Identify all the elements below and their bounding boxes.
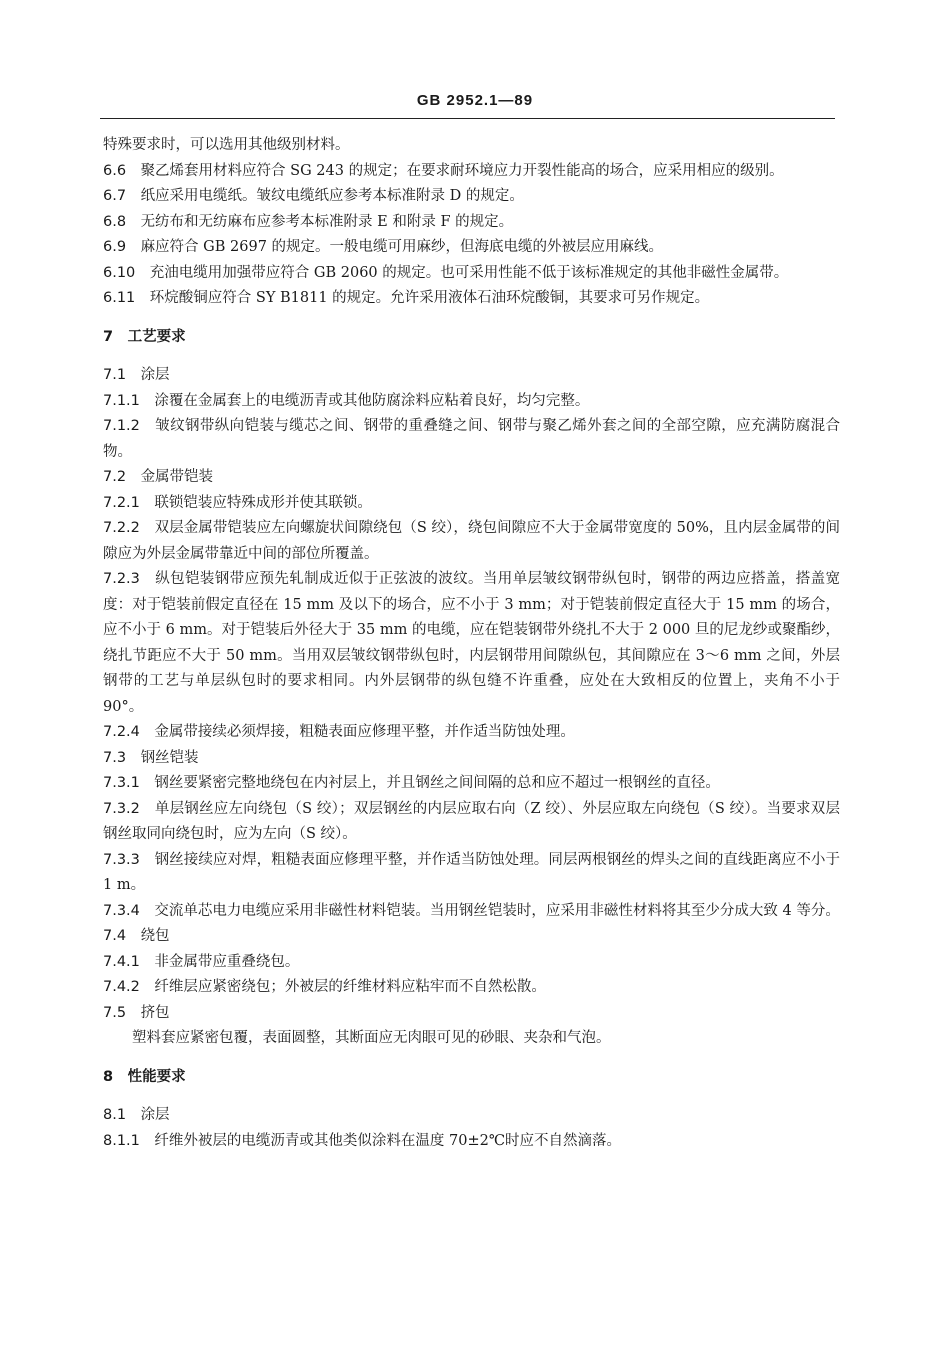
paragraph bbox=[103, 1129, 840, 1155]
section-title: 工艺要求 bbox=[127, 328, 186, 345]
clause-text: 纤维层应紧密绕包；外被层的纤维材料应粘牢而不自然松散。 bbox=[154, 979, 546, 995]
clause-number: 7.5 bbox=[103, 1004, 127, 1021]
paragraph bbox=[103, 516, 840, 567]
clause-text: 双层金属带铠装应左向螺旋状间隙绕包（S 绞），绕包间隙应不大于金属带宽度的 50%，且内层金属带的间隙应为外层金属带靠近中间的部位所覆盖。 bbox=[103, 520, 840, 562]
clause-text: 纤维外被层的电缆沥青或其他类似涂料在温度 70±2℃时应不自然滴落。 bbox=[154, 1132, 622, 1149]
section-title: 性能要求 bbox=[127, 1068, 186, 1085]
paragraph bbox=[103, 465, 840, 491]
paragraph bbox=[103, 771, 840, 797]
clause-text: 涂覆在金属套上的电缆沥青或其他防腐涂料应粘着良好，均匀完整。 bbox=[154, 392, 590, 409]
clause-text: 挤包 bbox=[140, 1004, 170, 1021]
clause-text: 无纺布和无纺麻布应参考本标准附录 E 和附录 F 的规定。 bbox=[140, 213, 514, 230]
clause-number: 7.3.3 bbox=[103, 851, 140, 868]
clause-text: 非金属带应重叠绕包。 bbox=[154, 953, 300, 970]
paragraph bbox=[103, 1103, 840, 1129]
paragraph bbox=[103, 363, 840, 389]
clause-text: 环烷酸铜应符合 SY B1811 的规定。允许采用液体石油环烷酸铜，其要求可另作规定。 bbox=[149, 290, 710, 306]
paragraph bbox=[103, 491, 840, 517]
clause-number: 7.2.1 bbox=[103, 494, 140, 511]
paragraph bbox=[103, 389, 840, 415]
clause-text: 钢丝铠装 bbox=[140, 749, 199, 766]
paragraph bbox=[103, 210, 840, 236]
clause-number: 7.4 bbox=[103, 928, 127, 944]
clause-number: 7.4.1 bbox=[103, 953, 140, 970]
paragraph bbox=[103, 414, 840, 465]
clause-text: 特殊要求时，可以选用其他级别材料。 bbox=[103, 137, 350, 153]
paragraph bbox=[103, 133, 840, 159]
clause-number: 8.1 bbox=[103, 1107, 127, 1123]
section-heading bbox=[103, 325, 840, 351]
section-number: 7 bbox=[103, 328, 114, 345]
paragraph bbox=[103, 720, 840, 746]
clause-text: 钢丝要紧密完整地绕包在内衬层上，并且钢丝之间间隔的总和应不超过一根钢丝的直径。 bbox=[154, 775, 720, 791]
page-header: GB 2952.1—89 bbox=[416, 92, 534, 109]
paragraph bbox=[103, 924, 840, 950]
clause-number: 8.1.1 bbox=[103, 1132, 140, 1149]
paragraph bbox=[103, 950, 840, 976]
clause-number: 6.7 bbox=[103, 188, 127, 204]
clause-number: 7.3.4 bbox=[103, 902, 140, 919]
clause-text: 单层钢丝应左向绕包（S 绞）；双层钢丝的内层应取右向（Z 绞）、外层应取左向绕包（S 绞）。当要求双层钢丝取同向绕包时，应为左向（S 绞）。 bbox=[103, 800, 841, 842]
paragraph bbox=[103, 567, 840, 720]
clause-number: 7.4.2 bbox=[103, 979, 140, 995]
clause-number: 7.1.2 bbox=[103, 418, 140, 434]
paragraph bbox=[103, 899, 840, 925]
clause-number: 7.1.1 bbox=[103, 392, 140, 409]
paragraph bbox=[103, 797, 840, 848]
paragraph bbox=[103, 159, 840, 185]
clause-text: 交流单芯电力电缆应采用非磁性材料铠装。当用钢丝铠装时，应采用非磁性材料将其至少分成大致 4 等分。 bbox=[154, 902, 840, 919]
clause-number: 7.2 bbox=[103, 469, 127, 485]
clause-text: 纸应采用电缆纸。皱纹电缆纸应参考本标准附录 D 的规定。 bbox=[140, 188, 524, 204]
clause-number: 7.1 bbox=[103, 367, 127, 383]
clause-text: 皱纹钢带纵向铠装与缆芯之间、钢带的重叠缝之间、钢带与聚乙烯外套之间的全部空隙，应充满防腐混合物。 bbox=[103, 418, 841, 460]
clause-number: 6.10 bbox=[103, 264, 136, 281]
paragraph-body: 塑料套应紧密包覆，表面圆整，其断面应无肉眼可见的砂眼、夹杂和气泡。 bbox=[132, 1030, 611, 1046]
clause-text: 涂层 bbox=[140, 367, 170, 383]
clause-number: 7.3.1 bbox=[103, 775, 140, 791]
clause-text: 金属带接续必须焊接，粗糙表面应修理平整，并作适当防蚀处理。 bbox=[154, 724, 575, 740]
paragraph bbox=[103, 261, 840, 287]
clause-number: 6.6 bbox=[103, 162, 127, 179]
paragraph bbox=[103, 1001, 840, 1027]
clause-number: 7.2.2 bbox=[103, 520, 140, 536]
clause-text: 联锁铠装应特殊成形并使其联锁。 bbox=[154, 494, 372, 511]
clause-number: 7.2.4 bbox=[103, 724, 140, 740]
header-rule bbox=[100, 118, 835, 119]
clause-text: 金属带铠装 bbox=[140, 469, 214, 485]
clause-text: 钢丝接续应对焊，粗糙表面应修理平整，并作适当防蚀处理。同层两根钢丝的焊头之间的直线距离应不小于 1 m。 bbox=[103, 851, 840, 893]
clause-number: 6.8 bbox=[103, 213, 127, 230]
clause-text: 涂层 bbox=[140, 1107, 170, 1123]
paragraph bbox=[103, 848, 840, 899]
clause-text: 麻应符合 GB 2697 的规定。一般电缆可用麻纱，但海底电缆的外被层应用麻线。 bbox=[140, 239, 664, 255]
document-body bbox=[103, 133, 840, 1154]
clause-number: 6.9 bbox=[103, 239, 127, 255]
clause-number: 7.3 bbox=[103, 749, 127, 766]
clause-number: 6.11 bbox=[103, 290, 136, 306]
clause-text: 充油电缆用加强带应符合 GB 2060 的规定。也可采用性能不低于该标准规定的其他非磁性金属带。 bbox=[149, 264, 789, 281]
paragraph bbox=[103, 235, 840, 261]
section-heading bbox=[103, 1065, 840, 1091]
clause-text: 纵包铠装钢带应预先轧制成近似于正弦波的波纹。当用单层皱纹钢带纵包时，钢带的两边应搭盖，搭盖宽度：对于铠装前假定直径在 15 mm 及以下的场合，应不小于 3 mm；对于铠装前假定直径大于 15 mm 的场合，应不小于 6 mm。对于铠装后外径大于 35 mm 的电缆，应在铠装钢带外绕扎不大于 2 000 旦的尼龙纱或聚酯纱，绕扎节距应不大于 50 mm。当用双层皱纹钢带纵包时，内层钢带用间隙纵包，其间隙应在 3～6 mm 之间，外层钢带的工艺与单层纵包时的要求相同。内外层钢带的纵包缝不许重叠，应处在大致相反的位置上，夹角不小于 90°。 bbox=[103, 571, 841, 715]
paragraph bbox=[103, 286, 840, 312]
section-number: 8 bbox=[103, 1068, 114, 1085]
paragraph bbox=[103, 975, 840, 1001]
clause-number: 7.3.2 bbox=[103, 800, 140, 817]
paragraph bbox=[103, 746, 840, 772]
clause-text: 聚乙烯套用材料应符合 SG 243 的规定；在要求耐环境应力开裂性能高的场合，应采用相应的级别。 bbox=[140, 162, 784, 179]
paragraph bbox=[103, 184, 840, 210]
clause-text: 绕包 bbox=[140, 928, 170, 944]
clause-number: 7.2.3 bbox=[103, 571, 140, 587]
